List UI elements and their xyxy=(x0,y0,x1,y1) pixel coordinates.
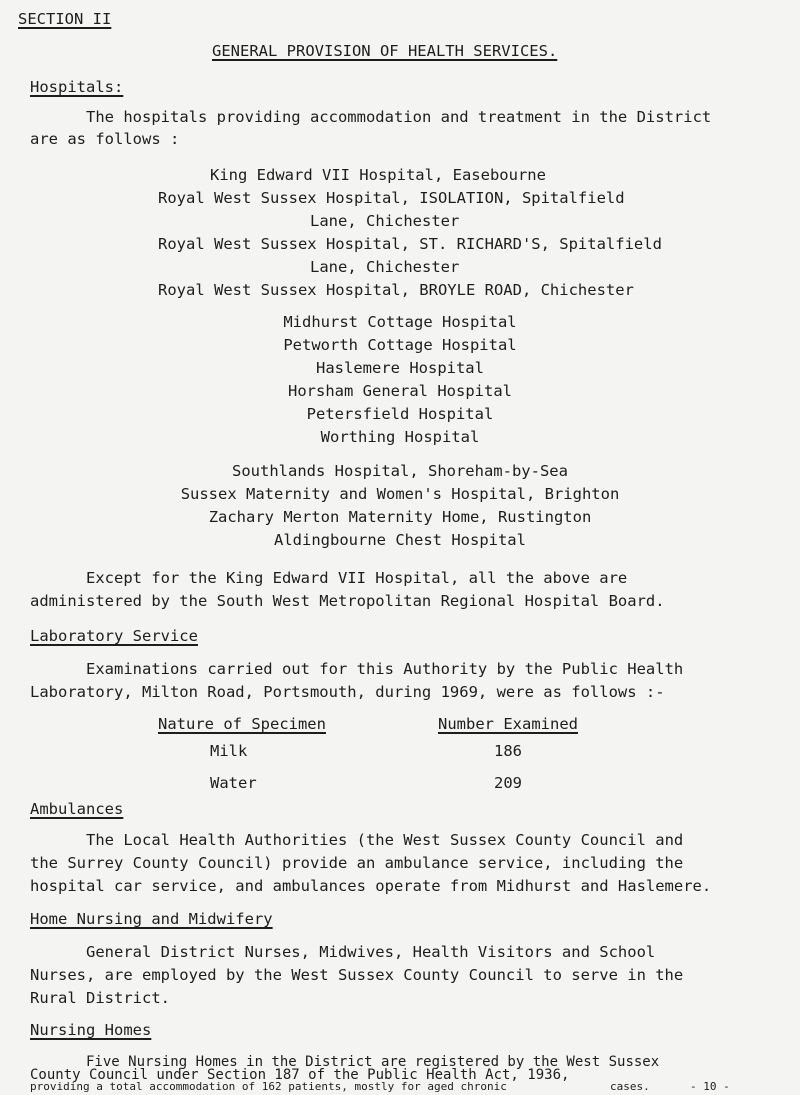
hospital-list-item: Southlands Hospital, Shoreham-by-Sea xyxy=(232,462,568,480)
hospital-list-item: Zachary Merton Maternity Home, Rustington xyxy=(208,508,592,526)
table-cell-specimen: Water xyxy=(210,774,257,792)
hospital-list-item: Petersfield Hospital xyxy=(306,405,494,423)
hospitals-heading: Hospitals: xyxy=(30,78,124,96)
table-cell-count: 209 xyxy=(494,774,522,792)
section-label: SECTION II xyxy=(18,10,112,28)
nursing-homes-heading: Nursing Homes xyxy=(30,1021,152,1039)
hospital-list-item: Royal West Sussex Hospital, ISOLATION, Spitalfield xyxy=(158,189,625,207)
nursing-homes-line: providing a total accommodation of 162 patients, mostly for aged chronic xyxy=(30,1080,507,1093)
home-nursing-line: Nurses, are employed by the West Sussex County Council to serve in the xyxy=(30,966,684,984)
laboratory-line2: Laboratory, Milton Road, Portsmouth, during 1969, were as follows :- xyxy=(30,683,665,701)
hospital-list-item: Petworth Cottage Hospital xyxy=(283,336,517,354)
hospital-list-item: Aldingbourne Chest Hospital xyxy=(274,531,526,549)
laboratory-line1: Examinations carried out for this Authority by the Public Health xyxy=(86,660,684,678)
ambulances-line: the Surrey County Council) provide an ambulance service, including the xyxy=(30,854,684,872)
ambulances-heading: Ambulances xyxy=(30,800,124,818)
nursing-homes-line: County Council under Section 187 of the Public Health Act, 1936, xyxy=(30,1067,570,1083)
table-header-specimen: Nature of Specimen xyxy=(158,715,326,733)
ambulances-line: The Local Health Authorities (the West Sussex County Council and xyxy=(86,831,684,849)
home-nursing-line: Rural District. xyxy=(30,989,170,1007)
nursing-homes-line: Five Nursing Homes in the District are registered by the West Sussex xyxy=(86,1054,660,1070)
ambulances-line: hospital car service, and ambulances operate from Midhurst and Haslemere. xyxy=(30,877,712,895)
hospitals-except-line1: Except for the King Edward VII Hospital, all the above are xyxy=(86,569,628,587)
hospital-list-item: Royal West Sussex Hospital, BROYLE ROAD, Chichester xyxy=(158,281,634,299)
table-cell-count: 186 xyxy=(494,742,522,760)
laboratory-heading: Laboratory Service xyxy=(30,627,198,645)
hospital-list-item: Royal West Sussex Hospital, ST. RICHARD'S, Spitalfield xyxy=(158,235,662,253)
hospital-list-item-cont: Lane, Chichester xyxy=(310,212,460,230)
table-cell-specimen: Milk xyxy=(210,742,248,760)
home-nursing-line: General District Nurses, Midwives, Health Visitors and School xyxy=(86,943,656,961)
home-nursing-heading: Home Nursing and Midwifery xyxy=(30,910,273,928)
page-title: GENERAL PROVISION OF HEALTH SERVICES. xyxy=(212,42,558,60)
hospital-list-item: Horsham General Hospital xyxy=(288,382,512,400)
table-header-number: Number Examined xyxy=(438,715,578,733)
nursing-homes-line: cases. xyxy=(610,1080,650,1093)
hospital-list-item: Worthing Hospital xyxy=(320,428,480,446)
hospitals-intro-line1: The hospitals providing accommodation and treatment in the District xyxy=(86,108,712,126)
hospital-list-item: Midhurst Cottage Hospital xyxy=(283,313,517,331)
hospitals-intro-line2: are as follows : xyxy=(30,130,180,148)
hospital-list-item: Haslemere Hospital xyxy=(316,359,484,377)
hospital-list-item: King Edward VII Hospital, Easebourne xyxy=(210,166,546,184)
hospitals-except-line2: administered by the South West Metropolitan Regional Hospital Board. xyxy=(30,592,665,610)
page-number: - 10 - xyxy=(690,1080,730,1093)
hospital-list-item-cont: Lane, Chichester xyxy=(310,258,460,276)
hospital-list-item: Sussex Maternity and Women's Hospital, Brighton xyxy=(180,485,620,503)
